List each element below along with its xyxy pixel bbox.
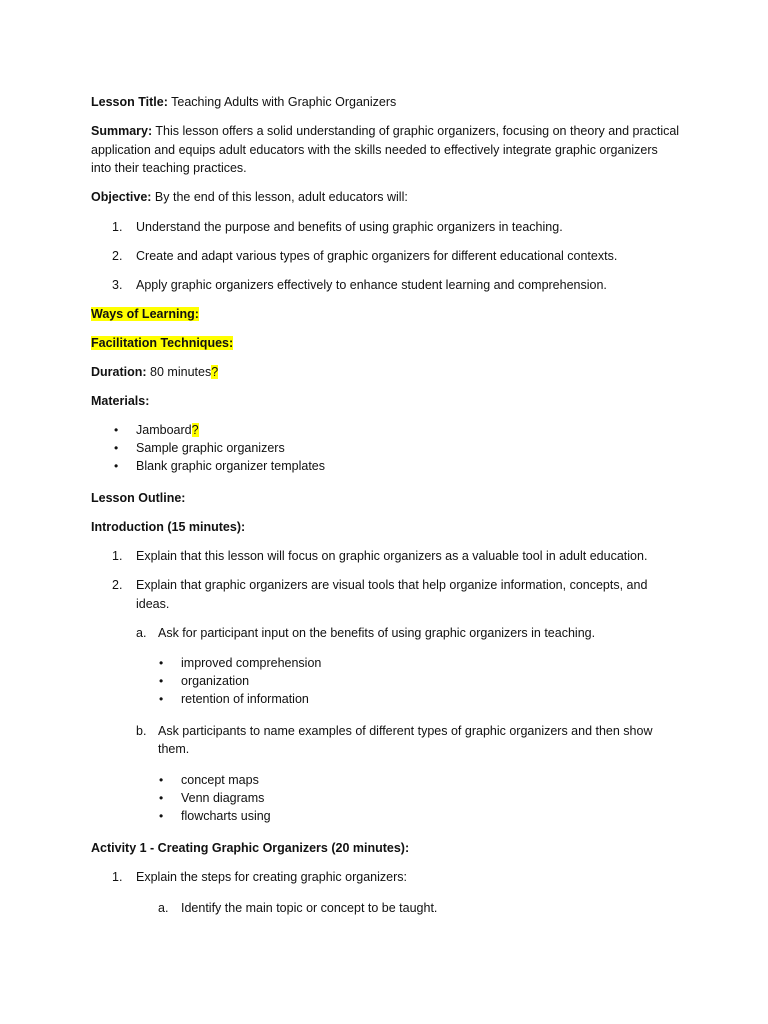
lesson-title: Teaching Adults with Graphic Organizers xyxy=(171,95,397,109)
organizer-type-3: flowcharts using xyxy=(181,809,271,823)
activity-1-num-1: 1. xyxy=(112,870,123,884)
bullet-icon: • xyxy=(114,441,119,455)
sub-a-text: Ask for participant input on the benefits of using graphic organizers in teaching. xyxy=(158,626,596,640)
organizer-type-1: concept maps xyxy=(181,773,259,787)
lesson-title-label: Lesson Title: xyxy=(91,95,168,109)
summary-label: Summary: xyxy=(91,124,153,138)
objective-item-2: Create and adapt various types of graphic organizers for different educational contexts. xyxy=(136,249,618,263)
activity-1-heading: Activity 1 - Creating Graphic Organizers (20 minutes): xyxy=(91,841,410,855)
benefit-item-2: organization xyxy=(181,674,250,688)
summary-text-1: This lesson offers a solid understanding of graphic organizers, focusing on theory and practical xyxy=(155,124,680,138)
material-text-1: Jamboard xyxy=(136,423,192,437)
organizer-type-2: Venn diagrams xyxy=(181,791,265,805)
material-item-3: Blank graphic organizer templates xyxy=(136,459,325,473)
objective-num-1: 1. xyxy=(112,220,123,234)
objective-line xyxy=(91,188,408,206)
duration-value: 80 minutes xyxy=(150,365,212,379)
intro-item-2-line-2: ideas. xyxy=(136,597,170,611)
lesson-outline-heading: Lesson Outline: xyxy=(91,491,186,505)
objective-num-2: 2. xyxy=(112,249,123,263)
material-item-2: Sample graphic organizers xyxy=(136,441,285,455)
bullet-icon: • xyxy=(159,674,164,688)
facilitation-label: Facilitation Techniques: xyxy=(91,336,234,350)
benefit-item-3: retention of information xyxy=(181,692,309,706)
duration-query-mark: ? xyxy=(211,365,219,379)
summary-line-2: application and equips adult educators with the skills needed to effectively integrate graphic organizers xyxy=(91,143,658,157)
facilitation-heading xyxy=(91,334,233,352)
bullet-icon: • xyxy=(114,459,119,473)
activity-1-sub-text: Identify the main topic or concept to be taught. xyxy=(181,901,438,915)
sub-b-text-line-2: them. xyxy=(158,742,190,756)
benefit-item-1: improved comprehension xyxy=(181,656,322,670)
intro-num-2: 2. xyxy=(112,578,123,592)
sub-b-text-line-1: Ask participants to name examples of different types of graphic organizers and then show xyxy=(158,724,653,738)
objective-num-3: 3. xyxy=(112,278,123,292)
bullet-icon: • xyxy=(159,791,164,805)
activity-1-sub-letter: a. xyxy=(158,901,169,915)
intro-num-1: 1. xyxy=(112,549,123,563)
material-query-mark: ? xyxy=(191,423,199,437)
intro-item-1: Explain that this lesson will focus on graphic organizers as a valuable tool in adult education. xyxy=(136,549,648,563)
summary-line-1 xyxy=(91,122,679,140)
duration-label: Duration: xyxy=(91,365,147,379)
sub-a-letter: a. xyxy=(136,626,147,640)
summary-line-3: into their teaching practices. xyxy=(91,161,247,175)
ways-of-learning-label: Ways of Learning: xyxy=(91,307,199,321)
objective-text: By the end of this lesson, adult educators will: xyxy=(154,190,408,204)
bullet-icon: • xyxy=(159,809,164,823)
sub-b-letter: b. xyxy=(136,724,147,738)
duration-line xyxy=(91,363,218,381)
bullet-icon: • xyxy=(114,423,119,437)
intro-item-2-line-1: Explain that graphic organizers are visual tools that help organize information, concepts, and xyxy=(136,578,648,592)
ways-of-learning-heading xyxy=(91,305,199,323)
materials-heading xyxy=(91,392,149,410)
objective-label: Objective: xyxy=(91,190,152,204)
material-item-1 xyxy=(136,421,199,439)
materials-label: Materials: xyxy=(91,394,150,408)
bullet-icon: • xyxy=(159,773,164,787)
bullet-icon: • xyxy=(159,692,164,706)
objective-item-1: Understand the purpose and benefits of using graphic organizers in teaching. xyxy=(136,220,563,234)
lesson-title-line xyxy=(91,93,396,111)
introduction-heading: Introduction (15 minutes): xyxy=(91,520,246,534)
objective-item-3: Apply graphic organizers effectively to enhance student learning and comprehension. xyxy=(136,278,607,292)
bullet-icon: • xyxy=(159,656,164,670)
activity-1-item-1: Explain the steps for creating graphic organizers: xyxy=(136,870,407,884)
